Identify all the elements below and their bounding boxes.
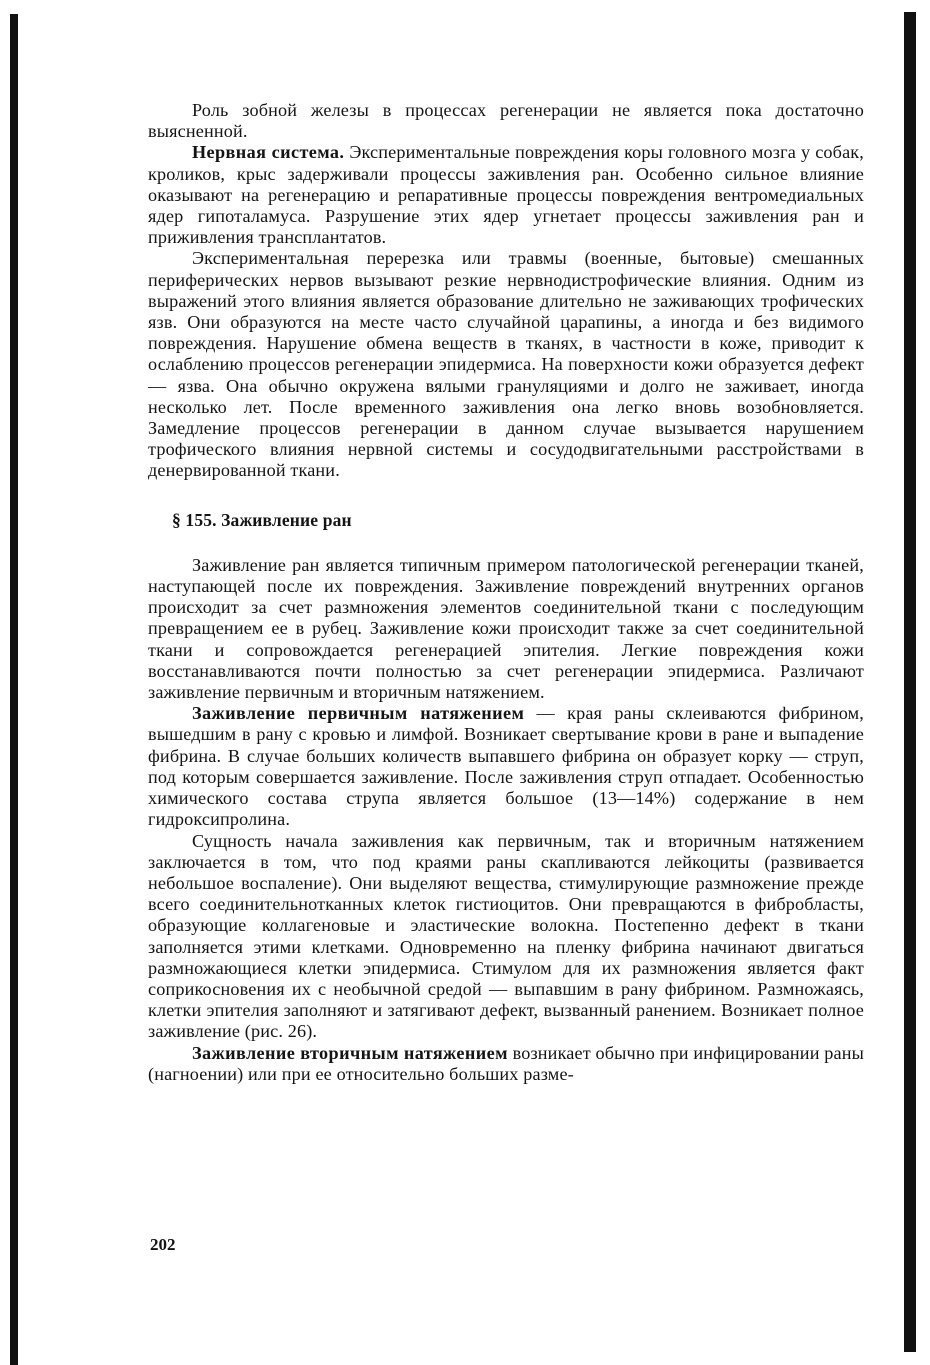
- section-heading: § 155. Заживление ран: [172, 509, 352, 530]
- paragraph-text: Роль зобной железы в процессах регенерации не является пока достаточно выясненной.: [148, 100, 864, 142]
- paragraph: [148, 703, 864, 830]
- paragraph-lead: Заживление вторичным натяжением: [192, 1042, 508, 1063]
- paragraph-text: Заживление ран является типичным примером патологической регенерации тканей, наступающей после их повреждения. Заживление повреждений внутренних органов происходит за счет размножения элементов соединительной ткани с последующим превращением ее в рубец. Заживление кожи происходит также за счет соединительной ткани и сопровождается регенерацией эпителия. Легкие повреждения кожи восстанавливаются почти полностью за счет регенерации эпидермиса. Различают заживление первичным и вторичным натяжением.: [148, 554, 864, 703]
- paragraph: [148, 1043, 864, 1085]
- paragraph: [148, 248, 864, 481]
- paragraph-text: Экспериментальные повреждения коры головного мозга у собак, кроликов, крыс задерживали процессы заживления ран. Особенно сильное влияние оказывают на регенерацию и репаративные процессы повреждения вентромедиальных ядер гипоталамуса. Разрушение этих ядер угнетает процессы заживления ран и приживления трансплантатов.: [148, 142, 864, 248]
- paragraph-text: Экспериментальная перерезка или травмы (военные, бытовые) смешанных периферических нервов вызывают резкие нервнодистрофические влияния. Одним из выражений этого влияния является образование длительно не заживающих трофических язв. Они образуются на месте часто случайной царапины, а иногда и без видимого повреждения. Нарушение обмена веществ в тканях, в частности в коже, приводит к ослаблению процессов регенерации эпидермиса. На поверхности кожи образуется дефект — язва. Она обычно окружена вялыми грануляциями и долго не заживает, иногда несколько лет. После временного заживления она легко вновь возобновляется. Замедление процессов регенерации в данном случае вызывается нарушением трофического влияния нервной системы и сосудодвигательными расстройствами в денервированной ткани.: [148, 248, 864, 481]
- paragraph-text: Сущность начала заживления как первичным, так и вторичным натяжением заключается в том, что под краями раны скапливаются лейкоциты (развивается небольшое воспаление). Они выделяют вещества, стимулирующие размножение прежде всего соединительнотканных клеток гистиоцитов. Они превращаются в фибробласты, образующие коллагеновые и эластические волокна. Постепенно дефект в ткани заполняется этими клетками. Одновременно на пленку фибрина начинают двигаться размножающиеся клетки эпидермиса. Стимулом для их размножения является факт соприкосновения их с необычной средой — выпавшим в рану фибрином. Размножаясь, клетки эпителия заполняют и затягивают дефект, вызванный ранением. Возникает полное заживление (рис. 26).: [148, 830, 864, 1042]
- scan-edge-left: [10, 14, 18, 1365]
- page-number: 202: [150, 1235, 176, 1254]
- paragraph-lead: Заживление первичным натяжением: [192, 703, 525, 724]
- paragraph: [148, 831, 864, 1043]
- paragraph: [148, 142, 864, 248]
- page-body: [148, 100, 864, 1085]
- paragraph: [148, 555, 864, 703]
- paragraph-text: возникает обычно при инфицировании раны (нагноении) или при ее относительно больших разме-: [148, 1042, 864, 1084]
- scan-edge-right: [904, 12, 916, 1352]
- paragraph: [148, 100, 864, 142]
- paragraph-text: — края раны склеиваются фибрином, вышедшим в рану с кровью и лимфой. Возникает свертывание крови в ране и выпадение фибрина. В случае больших количеств выпавшего фибрина он образует корку — струп, под которым совершается заживление. После заживления струп отпадает. Особенностью химического состава струпа является большое (13—14%) содержание в нем гидроксипролина.: [148, 703, 864, 830]
- paragraph-lead: Нервная система.: [192, 142, 345, 163]
